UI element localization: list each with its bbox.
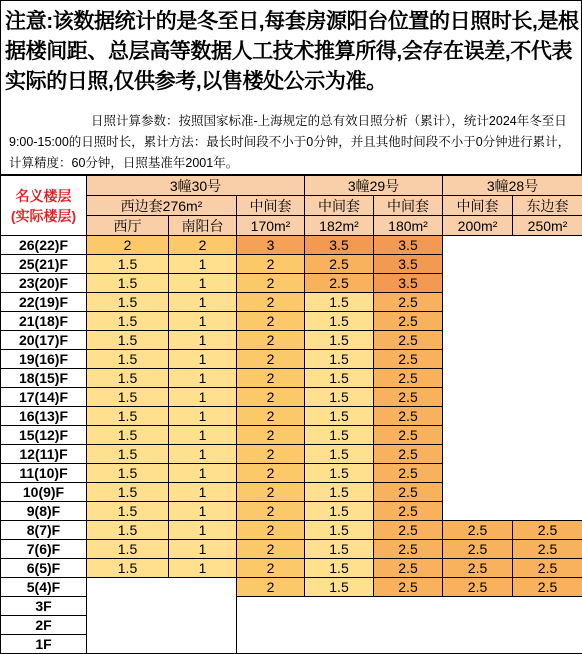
sunlight-hours-cell: 1.5: [305, 578, 374, 597]
sunlight-hours-cell: 2.5: [374, 578, 443, 597]
sunlight-hours-cell: 2: [87, 236, 169, 255]
floor-label: 25(21)F: [1, 255, 87, 274]
table-row: [1, 540, 582, 559]
sunlight-hours-cell: 1: [169, 540, 237, 559]
empty-cell: [443, 483, 513, 502]
disclaimer-text: 注意:该数据统计的是冬至日,每套房源阳台位置的日照时长,是根据楼间距、总层高等数据人工技术推算所得,会存在误差,不代表实际的日照,仅供参考,以售楼处公示为准。: [5, 7, 579, 97]
sunlight-hours-cell: 2.5: [305, 255, 374, 274]
empty-cell: [513, 255, 582, 274]
sunlight-hours-cell: 2.5: [374, 540, 443, 559]
sunlight-hours-cell: 1: [169, 521, 237, 540]
empty-cell: [443, 502, 513, 521]
sunlight-hours-cell: 1: [169, 350, 237, 369]
empty-cell: [513, 312, 582, 331]
sunlight-hours-cell: 1.5: [305, 369, 374, 388]
empty-cell: [237, 597, 305, 616]
sunlight-hours-cell: 1.5: [305, 445, 374, 464]
empty-cell: [443, 464, 513, 483]
floor-label: 6(5)F: [1, 559, 87, 578]
unit-middle-header: 中间套: [443, 196, 513, 216]
subcolumn-header: 200m²: [443, 216, 513, 236]
empty-cell: [443, 255, 513, 274]
empty-cell: [87, 578, 169, 597]
table-row: [1, 236, 582, 255]
empty-cell: [443, 331, 513, 350]
empty-cell: [513, 293, 582, 312]
calculation-parameters-text: 日照计算参数：按照国家标准-上海规定的总有效日照分析（累计），统计2024年冬至日9:00-15:00的日照时长，累计方法：最长时间段不小于0分钟，并且其他时间段不小于0分钟进行累计，计算精度：60分钟，日照基准年2001年。: [9, 114, 570, 170]
empty-cell: [87, 616, 169, 635]
sunlight-hours-cell: 2: [237, 483, 305, 502]
sunlight-hours-cell: 1.5: [87, 445, 169, 464]
table-row: [1, 312, 582, 331]
sunlight-hours-cell: 2.5: [374, 293, 443, 312]
sunlight-hours-cell: 3.5: [374, 255, 443, 274]
sunlight-hours-cell: 1.5: [87, 502, 169, 521]
sunlight-hours-cell: 1.5: [87, 388, 169, 407]
empty-cell: [513, 502, 582, 521]
empty-cell: [169, 616, 237, 635]
sunlight-hours-cell: 2: [169, 236, 237, 255]
unit-middle-header: 中间套: [374, 196, 443, 216]
empty-cell: [513, 369, 582, 388]
calculation-parameters: [9, 111, 577, 174]
floor-label: 3F: [1, 597, 87, 616]
empty-cell: [237, 616, 305, 635]
empty-cell: [513, 464, 582, 483]
floor-label: 15(12)F: [1, 426, 87, 445]
sunlight-hours-cell: 2: [237, 464, 305, 483]
floor-label: 16(13)F: [1, 407, 87, 426]
table-row: [1, 274, 582, 293]
empty-cell: [443, 407, 513, 426]
sunlight-hours-cell: 2.5: [513, 521, 582, 540]
sunlight-hours-cell: 1.5: [87, 521, 169, 540]
sunlight-hours-cell: 1.5: [305, 502, 374, 521]
subcolumn-header: 180m²: [374, 216, 443, 236]
sunlight-hours-cell: 2.5: [374, 521, 443, 540]
floor-label: 18(15)F: [1, 369, 87, 388]
sunlight-hours-cell: 1.5: [305, 407, 374, 426]
empty-cell: [443, 597, 513, 616]
table-row: [1, 445, 582, 464]
building-28-header: 3幢28号: [443, 176, 582, 196]
disclaimer-panel: [0, 0, 582, 175]
subcolumn-header: 西厅: [87, 216, 169, 236]
sunlight-hours-cell: 2.5: [374, 407, 443, 426]
empty-cell: [169, 578, 237, 597]
sunlight-hours-cell: 2: [237, 559, 305, 578]
sunlight-hours-cell: 1.5: [305, 521, 374, 540]
sunlight-hours-cell: 1: [169, 407, 237, 426]
sunlight-hours-cell: 1: [169, 502, 237, 521]
sunlight-hours-cell: 1: [169, 483, 237, 502]
sunlight-hours-cell: 1.5: [305, 426, 374, 445]
sunlight-hours-cell: 1.5: [305, 464, 374, 483]
sunlight-hours-cell: 1.5: [305, 293, 374, 312]
sunlight-hours-cell: 2: [237, 274, 305, 293]
table-row: [1, 388, 582, 407]
sunlight-hours-cell: 1.5: [305, 350, 374, 369]
sunlight-hours-cell: 2.5: [374, 350, 443, 369]
floor-column-header-line: 名义楼层: [16, 188, 72, 204]
sunlight-hours-cell: 1: [169, 293, 237, 312]
sunlight-hours-cell: 2: [237, 521, 305, 540]
sunlight-hours-cell: 2: [237, 293, 305, 312]
table-row: [1, 255, 582, 274]
sunlight-hours-cell: 1.5: [87, 274, 169, 293]
sunlight-hours-cell: 2: [237, 426, 305, 445]
table-row: [1, 502, 582, 521]
floor-label: 9(8)F: [1, 502, 87, 521]
sunlight-hours-cell: 2.5: [374, 502, 443, 521]
sunlight-hours-cell: 3.5: [374, 236, 443, 255]
sunlight-hours-cell: 1.5: [87, 293, 169, 312]
sunlight-hours-cell: 1.5: [87, 312, 169, 331]
sunlight-hours-cell: 2: [237, 407, 305, 426]
empty-cell: [513, 483, 582, 502]
sunlight-hours-cell: 1: [169, 445, 237, 464]
subcolumn-header: 182m²: [305, 216, 374, 236]
sunlight-hours-table: [0, 175, 582, 654]
empty-cell: [513, 331, 582, 350]
sunlight-hours-cell: 1.5: [87, 559, 169, 578]
empty-cell: [443, 445, 513, 464]
table-row: [1, 426, 582, 445]
unit-middle-header: 中间套: [305, 196, 374, 216]
sunlight-hours-cell: 2: [237, 540, 305, 559]
sunlight-hours-cell: 1: [169, 426, 237, 445]
empty-cell: [443, 312, 513, 331]
sunlight-hours-cell: 1.5: [87, 540, 169, 559]
empty-cell: [513, 407, 582, 426]
empty-cell: [374, 616, 443, 635]
sunlight-hours-cell: 3: [237, 236, 305, 255]
empty-cell: [443, 350, 513, 369]
floor-label: 1F: [1, 635, 87, 654]
table-row: [1, 350, 582, 369]
table-row: [1, 597, 582, 616]
sunlight-hours-cell: 1.5: [87, 350, 169, 369]
sunlight-hours-cell: 1: [169, 331, 237, 350]
floor-label: 5(4)F: [1, 578, 87, 597]
sunlight-hours-cell: 1.5: [87, 331, 169, 350]
floor-label: 10(9)F: [1, 483, 87, 502]
sunlight-hours-cell: 2.5: [305, 274, 374, 293]
unit-west-edge-header: 西边套276m²: [87, 196, 237, 216]
empty-cell: [443, 616, 513, 635]
empty-cell: [443, 426, 513, 445]
subcolumn-header: 250m²: [513, 216, 582, 236]
sunlight-hours-cell: 1.5: [305, 540, 374, 559]
sunlight-hours-cell: 2.5: [374, 445, 443, 464]
empty-cell: [513, 274, 582, 293]
empty-cell: [513, 426, 582, 445]
sunlight-hours-cell: 2: [237, 445, 305, 464]
empty-cell: [169, 597, 237, 616]
sunlight-hours-cell: 2.5: [374, 369, 443, 388]
floor-label: 8(7)F: [1, 521, 87, 540]
sunlight-hours-cell: 1.5: [305, 559, 374, 578]
sunlight-hours-cell: 2.5: [374, 388, 443, 407]
sunlight-hours-cell: 1.5: [87, 464, 169, 483]
table-row: [1, 331, 582, 350]
sunlight-hours-cell: 2: [237, 502, 305, 521]
sunlight-hours-cell: 2.5: [513, 578, 582, 597]
empty-cell: [513, 236, 582, 255]
sunlight-hours-cell: 1: [169, 464, 237, 483]
floor-column-header: [1, 176, 87, 236]
empty-cell: [513, 597, 582, 616]
empty-cell: [443, 369, 513, 388]
sunlight-hours-cell: 2.5: [443, 559, 513, 578]
sunlight-hours-cell: 2.5: [513, 540, 582, 559]
building-29-header: 3幢29号: [305, 176, 443, 196]
sunlight-hours-cell: 1.5: [305, 388, 374, 407]
table-row: [1, 369, 582, 388]
floor-label: 26(22)F: [1, 236, 87, 255]
sunlight-hours-cell: 1.5: [87, 255, 169, 274]
sunlight-hours-cell: 2.5: [374, 312, 443, 331]
sunlight-hours-cell: 2: [237, 578, 305, 597]
empty-cell: [443, 388, 513, 407]
empty-cell: [513, 616, 582, 635]
subcolumn-header: 170m²: [237, 216, 305, 236]
floor-label: 7(6)F: [1, 540, 87, 559]
unit-middle-header: 中间套: [237, 196, 305, 216]
sunlight-hours-cell: 2: [237, 255, 305, 274]
building-30-header: 3幢30号: [87, 176, 305, 196]
sunlight-hours-cell: 2.5: [374, 464, 443, 483]
sunlight-hours-cell: 1.5: [87, 369, 169, 388]
sunlight-hours-cell: 1.5: [305, 483, 374, 502]
table-row: [1, 407, 582, 426]
sunlight-hours-cell: 2.5: [374, 559, 443, 578]
table-row: [1, 293, 582, 312]
unit-east-edge-header: 东边套: [513, 196, 582, 216]
sunlight-hours-cell: 3.5: [374, 274, 443, 293]
floor-label: 12(11)F: [1, 445, 87, 464]
floor-label: 19(16)F: [1, 350, 87, 369]
floor-label: 23(20)F: [1, 274, 87, 293]
floor-label: 22(19)F: [1, 293, 87, 312]
table-row: [1, 483, 582, 502]
empty-cell: [443, 274, 513, 293]
empty-cell: [513, 388, 582, 407]
empty-cell: [513, 445, 582, 464]
sunlight-hours-cell: 1: [169, 312, 237, 331]
sunlight-hours-cell: 1: [169, 559, 237, 578]
sunlight-hours-cell: 2: [237, 388, 305, 407]
table-row: [1, 521, 582, 540]
sunlight-hours-cell: 1: [169, 388, 237, 407]
empty-cell: [87, 597, 169, 616]
table-row: [1, 464, 582, 483]
sunlight-hours-cell: 1: [169, 369, 237, 388]
sunlight-hours-cell: 1.5: [87, 407, 169, 426]
sunlight-hours-cell: 1.5: [87, 426, 169, 445]
sunlight-hours-cell: 2.5: [374, 331, 443, 350]
sunlight-hours-cell: 3.5: [305, 236, 374, 255]
empty-cell: [305, 597, 374, 616]
floor-label: 21(18)F: [1, 312, 87, 331]
sunlight-hours-cell: 1: [169, 274, 237, 293]
sunlight-hours-cell: 1.5: [305, 331, 374, 350]
sunlight-hours-cell: 2.5: [513, 559, 582, 578]
subcolumn-header: 南阳台: [169, 216, 237, 236]
floor-label: 11(10)F: [1, 464, 87, 483]
floor-label: 17(14)F: [1, 388, 87, 407]
empty-cell: [305, 616, 374, 635]
table-row: [1, 578, 582, 597]
sunlight-hours-cell: 2.5: [374, 483, 443, 502]
sunlight-hours-cell: 1.5: [305, 312, 374, 331]
table-row: [1, 616, 582, 635]
sunlight-hours-cell: 1.5: [87, 483, 169, 502]
sunlight-hours-cell: 2: [237, 350, 305, 369]
empty-cell: [513, 350, 582, 369]
sunlight-hours-cell: 1: [169, 255, 237, 274]
floor-column-header-line: (实际楼层): [11, 208, 76, 224]
sunlight-hours-cell: 2.5: [443, 540, 513, 559]
sunlight-hours-cell: 2: [237, 331, 305, 350]
sunlight-hours-cell: 2.5: [374, 426, 443, 445]
sunlight-hours-cell: 2: [237, 369, 305, 388]
empty-cell: [443, 293, 513, 312]
floor-label: 2F: [1, 616, 87, 635]
empty-cell: [374, 597, 443, 616]
table-row: [1, 559, 582, 578]
empty-cell: [443, 236, 513, 255]
sunlight-hours-cell: 2.5: [443, 521, 513, 540]
sunlight-hours-cell: 2: [237, 312, 305, 331]
sunlight-hours-cell: 2.5: [443, 578, 513, 597]
floor-label: 20(17)F: [1, 331, 87, 350]
